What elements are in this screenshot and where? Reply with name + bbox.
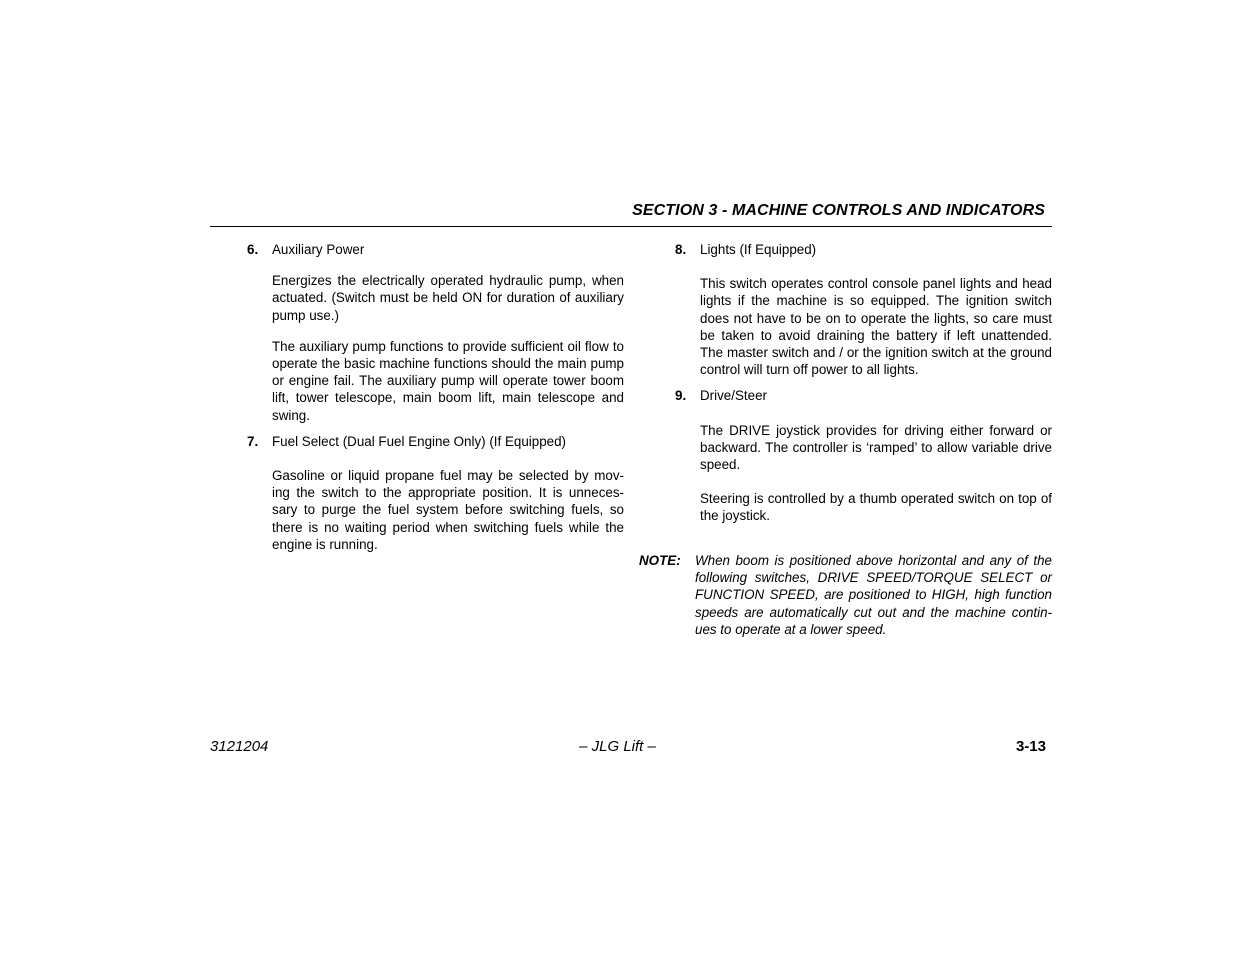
note-block [639,552,1052,638]
item-fuel-select [240,433,624,553]
note-text: When boom is positioned above horizontal and any of the following switches, DRIVE SPEED/TORQUE SELECT or FUNCTION SPEED, are positioned to HIGH, high function speeds are automatically cut out and the machine contin-ues to operate at a lower speed. [695,553,1052,637]
right-column [668,241,1052,525]
item-number: 7. [247,433,259,449]
item-title: Lights (If Equipped) [700,242,817,257]
item-number: 9. [675,388,687,404]
header-divider [210,226,1052,227]
footer-brand: – JLG Lift – [579,738,656,755]
item-number: 6. [247,242,259,257]
item-paragraph: Gasoline or liquid propane fuel may be selected by mov-ing the switch to the appropriate position. It is unneces-sary to purge the fuel system before switching fuels, so there is no waiting period when switching fuels while the engine is running. [272,468,624,552]
item-lights [668,241,1052,378]
page-number: 3-13 [1015,738,1046,755]
item-auxiliary-power [240,241,624,424]
item-title: Fuel Select (Dual Fuel Engine Only) (If Equipped) [272,433,566,449]
left-column [240,241,624,553]
item-title: Drive/Steer [700,388,767,404]
item-paragraph: Steering is controlled by a thumb operated switch on top of the joystick. [700,491,1052,524]
doc-number: 3121204 [210,738,269,755]
item-paragraph: The DRIVE joystick provides for driving either forward or backward. The controller is ‘ramped’ to allow variable drive speed. [700,422,1052,473]
item-paragraph: Energizes the electrically operated hydraulic pump, when actuated. (Switch must be held ON for duration of auxiliary pump use.) [272,273,624,323]
item-paragraph: This switch operates control console panel lights and head lights if the machine is so equipped. The ignition switch does not have to be on to operate the lights, so care must be taken to avoid draining the battery if left unattended. The master switch and / or the ignition switch at the ground control will turn off power to all lights. [700,276,1052,378]
item-number: 8. [675,242,687,257]
note-label: NOTE: [639,553,681,568]
section-title: SECTION 3 - MACHINE CONTROLS AND INDICATORS [632,202,1045,219]
item-title: Auxiliary Power [272,242,365,257]
item-drive-steer [668,387,1052,524]
item-paragraph: The auxiliary pump functions to provide sufficient oil flow to operate the basic machine functions should the main pump or engine fail. The auxiliary pump will operate tower boom lift, tower telescope, main boom lift, main telescope and swing. [272,338,624,423]
